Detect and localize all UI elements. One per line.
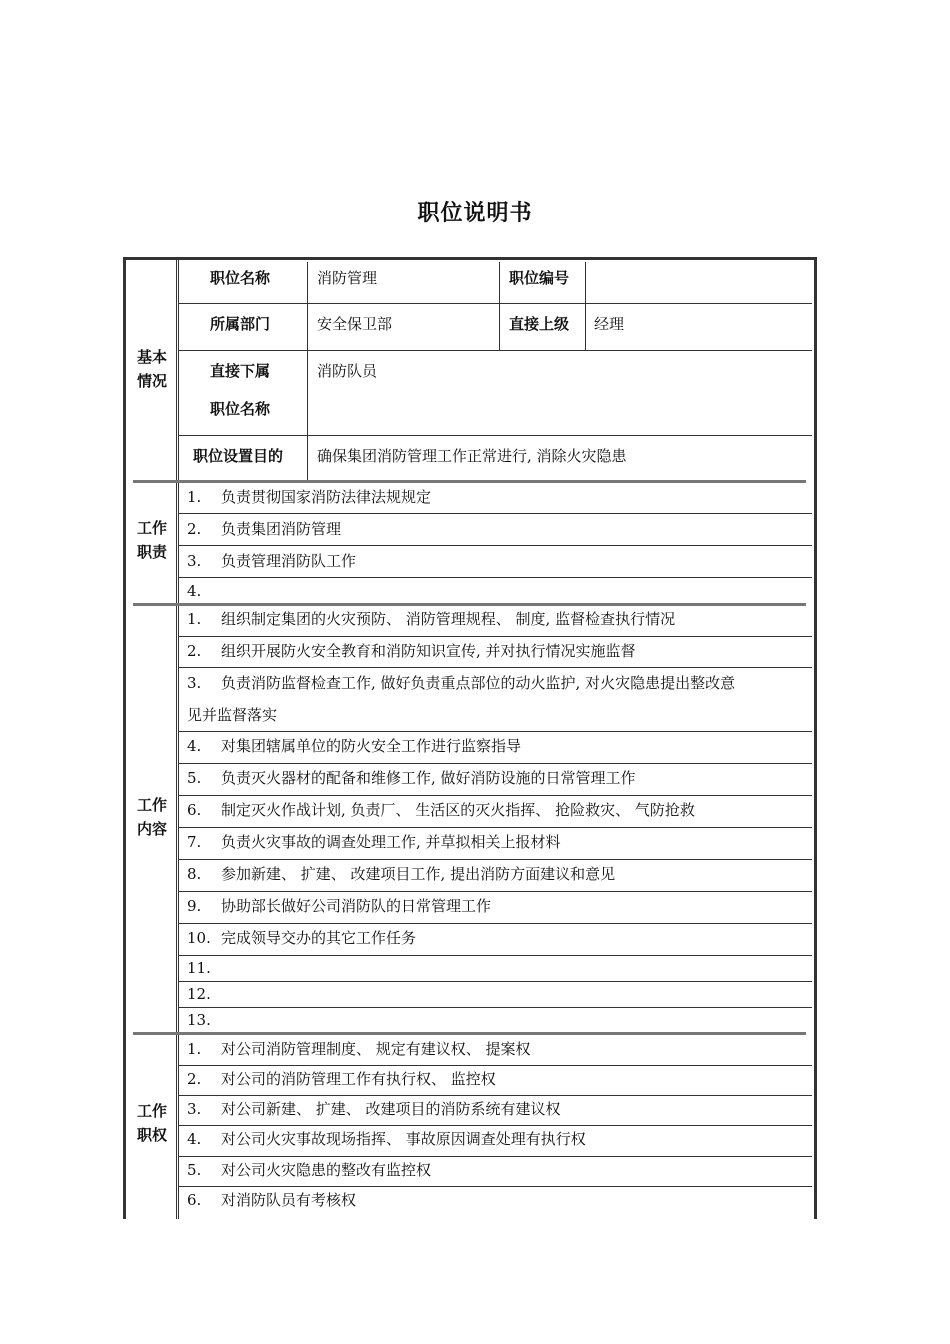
grid-line [179, 1156, 812, 1157]
grid-line [499, 262, 500, 350]
grid-line [585, 262, 586, 350]
purpose-label: 职位设置目的 [193, 447, 284, 465]
grid-line [179, 955, 812, 956]
list-item: 10. 完成领导交办的其它工作任务 [187, 929, 417, 947]
grid-line [179, 859, 812, 860]
grid-line [179, 795, 812, 796]
section-divider [133, 603, 806, 606]
superior-value: 经理 [594, 315, 625, 333]
list-item: 1. 组织制定集团的火灾预防、 消防管理规程、 制度, 监督检查执行情况 [187, 610, 676, 628]
list-item: 1. 负责贯彻国家消防法律法规规定 [187, 488, 432, 506]
subordinate-label: 直接下属 [210, 362, 271, 380]
grid-line [179, 577, 812, 578]
section-divider [133, 1032, 806, 1035]
grid-line [179, 545, 812, 546]
grid-line [179, 763, 812, 764]
list-item: 13. [187, 1011, 211, 1029]
list-item: 4. 对公司火灾事故现场指挥、 事故原因调查处理有执行权 [187, 1130, 586, 1148]
list-item: 2. 负责集团消防管理 [187, 520, 342, 538]
grid-line [179, 303, 812, 304]
grid-line [179, 1125, 812, 1126]
section-divider [133, 480, 806, 483]
list-item: 4. [187, 582, 202, 600]
purpose-value: 确保集团消防管理工作正常进行, 消除火灾隐患 [317, 447, 627, 465]
page-title: 职位说明书 [417, 201, 533, 226]
section-column-divider [176, 270, 179, 1219]
position-code-label: 职位编号 [509, 269, 570, 287]
section-label-basic: 基本 情况 [136, 348, 167, 390]
list-item: 6. 对消防队员有考核权 [187, 1191, 357, 1209]
grid-line [179, 1007, 812, 1008]
grid-line [179, 891, 812, 892]
grid-line [179, 636, 812, 637]
department-value: 安全保卫部 [317, 315, 393, 333]
list-item: 8. 参加新建、 扩建、 改建项目工作, 提出消防方面建议和意见 [187, 865, 616, 883]
list-item: 2. 对公司的消防管理工作有执行权、 监控权 [187, 1070, 496, 1088]
grid-line [179, 1095, 812, 1096]
position-name-value: 消防管理 [317, 269, 378, 287]
list-item: 3. 负责管理消防队工作 [187, 552, 357, 570]
list-item: 12. [187, 985, 211, 1003]
list-item: 6. 制定灭火作战计划, 负责厂、 生活区的灭火指挥、 抢险救灾、 气防抢救 [187, 801, 695, 819]
grid-line [179, 981, 812, 982]
subordinate-label-2: 职位名称 [210, 400, 271, 418]
grid-line [307, 262, 308, 481]
grid-line [179, 513, 812, 514]
list-item: 11. [187, 959, 211, 977]
superior-label: 直接上级 [509, 315, 570, 333]
grid-line [179, 1186, 812, 1187]
section-label-content: 工作 内容 [136, 796, 167, 838]
list-item: 2. 组织开展防火安全教育和消防知识宣传, 并对执行情况实施监督 [187, 642, 636, 660]
subordinate-value: 消防队员 [317, 362, 378, 380]
section-label-authority: 工作 职权 [136, 1102, 167, 1144]
list-item: 9. 协助部长做好公司消防队的日常管理工作 [187, 897, 492, 915]
section-column-divider-top [176, 260, 179, 270]
grid-line [179, 731, 812, 732]
list-item: 1. 对公司消防管理制度、 规定有建议权、 提案权 [187, 1040, 531, 1058]
section-label-duties: 工作 职责 [136, 519, 167, 561]
grid-line [179, 435, 812, 436]
list-item: 7. 负责火灾事故的调查处理工作, 并草拟相关上报材料 [187, 833, 561, 851]
position-name-label: 职位名称 [210, 269, 271, 287]
list-item: 5. 对公司火灾隐患的整改有监控权 [187, 1161, 432, 1179]
grid-line [179, 1065, 812, 1066]
list-item: 3. 对公司新建、 扩建、 改建项目的消防系统有建议权 [187, 1100, 561, 1118]
grid-line [179, 827, 812, 828]
department-label: 所属部门 [210, 315, 271, 333]
grid-line [179, 350, 812, 351]
list-item: 3. 负责消防监督检查工作, 做好负责重点部位的动火监护, 对火灾隐患提出整改意 见并监督落实 [187, 674, 736, 724]
list-item: 4. 对集团辖属单位的防火安全工作进行监察指导 [187, 737, 522, 755]
list-item: 5. 负责灭火器材的配备和维修工作, 做好消防设施的日常管理工作 [187, 769, 636, 787]
grid-line [179, 923, 812, 924]
